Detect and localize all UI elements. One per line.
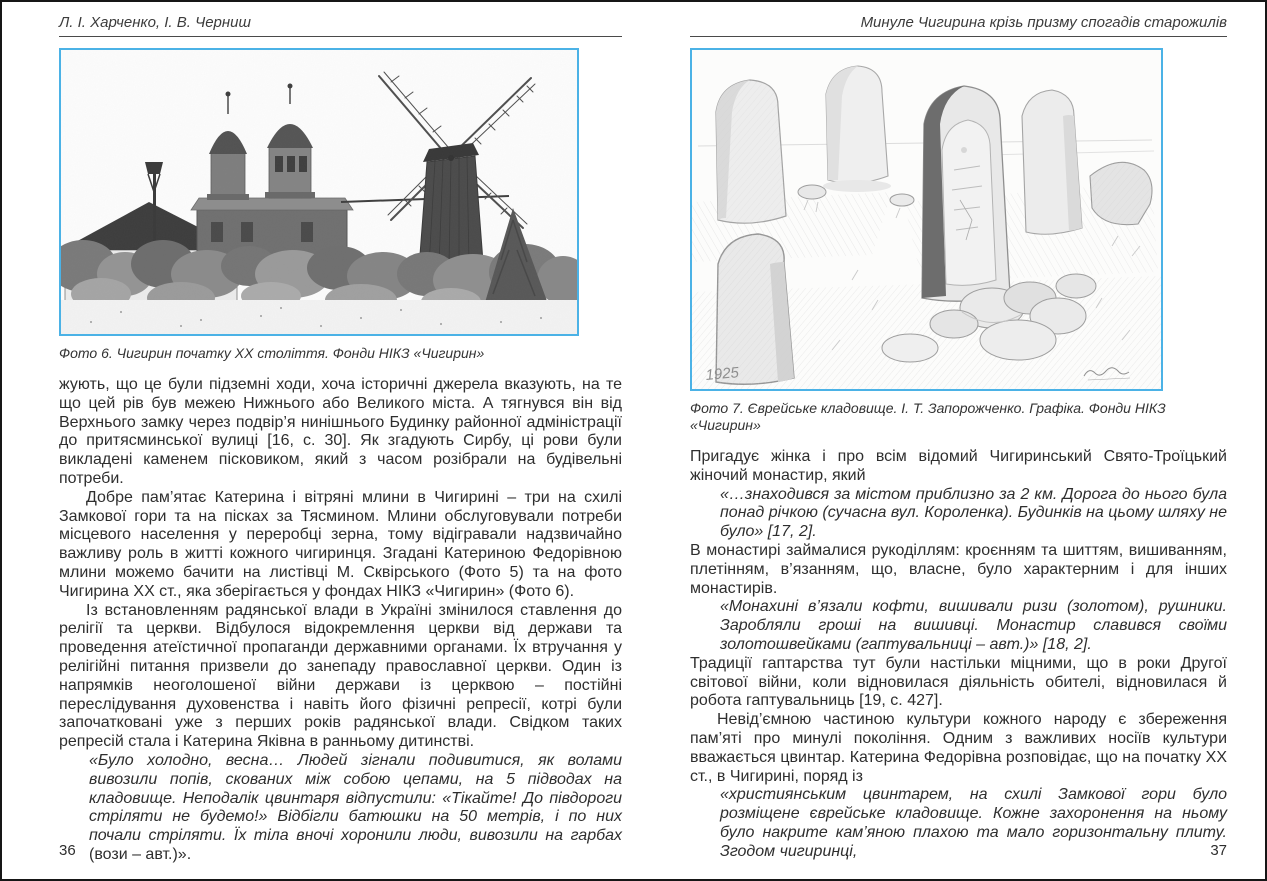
cemetery-drawing-illustration [692, 50, 1161, 389]
photo-7-caption: Фото 7. Єврейське кладовище. І. Т. Запорожченко. Графіка. Фонди НІКЗ «Чигирин» [690, 400, 1166, 433]
right-page [690, 14, 1227, 871]
left-body-text [59, 376, 622, 865]
paragraph: Невід’ємною частиною культури кожного народу є збереження пам’яті про минулі покоління. Одним з важливих носіїв культури вважається цвинтар. Катерина Федорівна розповідає, що на початку XX ст., в Чигирині, поряд із [690, 711, 1227, 785]
quote-paragraph: «християнським цвинтарем, на схилі Замкової гори було розміщене єврейське кладовище. Кожне захоронення на ньому було накрите кам’яною плахою та мало горизонтальну плиту. Згодом чигиринці, [720, 786, 1227, 860]
paragraph: жують, що це були підземні ходи, хоча історичні джерела вказують, на те що цей рів був межею Нижнього або Великого міста. А тягнувся він від Верхнього замку через подвір’я нинішнього Будинку районної адміністрації до притясминської вулиці [16, с. 30]. Як згадують Сирбу, ці рови були викладені каменем пісковиком, який з часом розібрали на будівельні потреби. [59, 376, 622, 487]
quote-paragraph: «Монахині в’язали кофти, вишивали ризи (золотом), рушники. Заробляли гроші на вишивці. Монастир славився своїми золотошвейками (гаптувальниці – авт.)» [18, 2]. [720, 598, 1227, 653]
paragraph: Добре пам’ятає Катерина і вітряні млини в Чигирині – три на схилі Замкової гори та на пісках за Тясмином. Млини обслуговували потреби місцевого населення у переробці зерна, тому відігравали надзвичайно важливу роль в житті кожного чигиринця. Згадані Катериною Федорівною млини можемо бачити на листівці М. Сквірського (Фото 5) та на фото Чигирина XX ст., яка зберігається у фондах НІКЗ «Чигирин» (Фото 6). [59, 488, 622, 600]
drawing-year-mark: 1925 [704, 364, 740, 384]
right-body-text [690, 448, 1227, 862]
photo-7-frame [690, 48, 1163, 391]
paragraph: Пригадує жінка і про всім відомий Чигиринський Свято-Троїцький жіночий монастир, який [690, 448, 1227, 484]
left-running-head: Л. І. Харченко, І. В. Черниш [59, 14, 622, 37]
quote-text: «Було холодно, весна… Людей зігнали подивитися, як волами вивозили попів, скованих між собою цепами, на 5 підводах на кладовище. Неподалік цвинтаря відпустили: «Тікайте! До півдороги стріляти не будемо!» Відбігли батюшки на 50 метрів, і по них почали стріляти. Їх тіла вночі хоронили люди, вивозили на гарбах [89, 751, 622, 845]
photo-6-caption: Фото 6. Чигирин початку XX століття. Фонди НІКЗ «Чигирин» [59, 345, 485, 361]
quote-paragraph: «…знаходився за містом приблизно за 2 км. Дорога до нього була понад річкою (сучасна вул. Короленка). Будинків на цьому шляху не було» [17, 2]. [720, 485, 1227, 541]
photo-6-frame [59, 48, 579, 336]
paragraph: Традиції гаптарства тут були настільки міцними, що в роки Другої світової війни, коли відновилася діяльність обителі, відновилася й робота гаптувальниць [19, с. 427]. [690, 654, 1227, 710]
photo-grain [61, 50, 577, 334]
right-running-head: Минуле Чигирина крізь призму спогадів старожилів [690, 14, 1227, 37]
page-number-left: 36 [59, 842, 76, 859]
chyhyryn-photo-illustration [61, 50, 577, 334]
paragraph: В монастирі займалися рукоділлям: кроєнням та шиттям, вишиванням, плетінням, в’язанням, що, власне, було характерним і для інших монастирів. [690, 541, 1227, 597]
left-page [59, 14, 622, 871]
quote-author-note: (вози – авт.)». [89, 845, 192, 863]
paragraph: Із встановленням радянської влади в Україні змінилося ставлення до релігії та церкви. Відбулося відокремлення церкви від держави та проведення атеїстичної пропаганди державними органами. Їх втручання у релігійні питання призвели до занепаду православної церкви. Один із напрямків неоголошеної війни держави із церквою – постійні переслідування духовенства і навіть його фізичні репресії, котрі були започатковані уже з перших років радянської влади. Свідком таких репресій стала і Катерина Яківна в ранньому дитинстві. [59, 601, 622, 751]
page-number-right: 37 [1210, 842, 1227, 859]
